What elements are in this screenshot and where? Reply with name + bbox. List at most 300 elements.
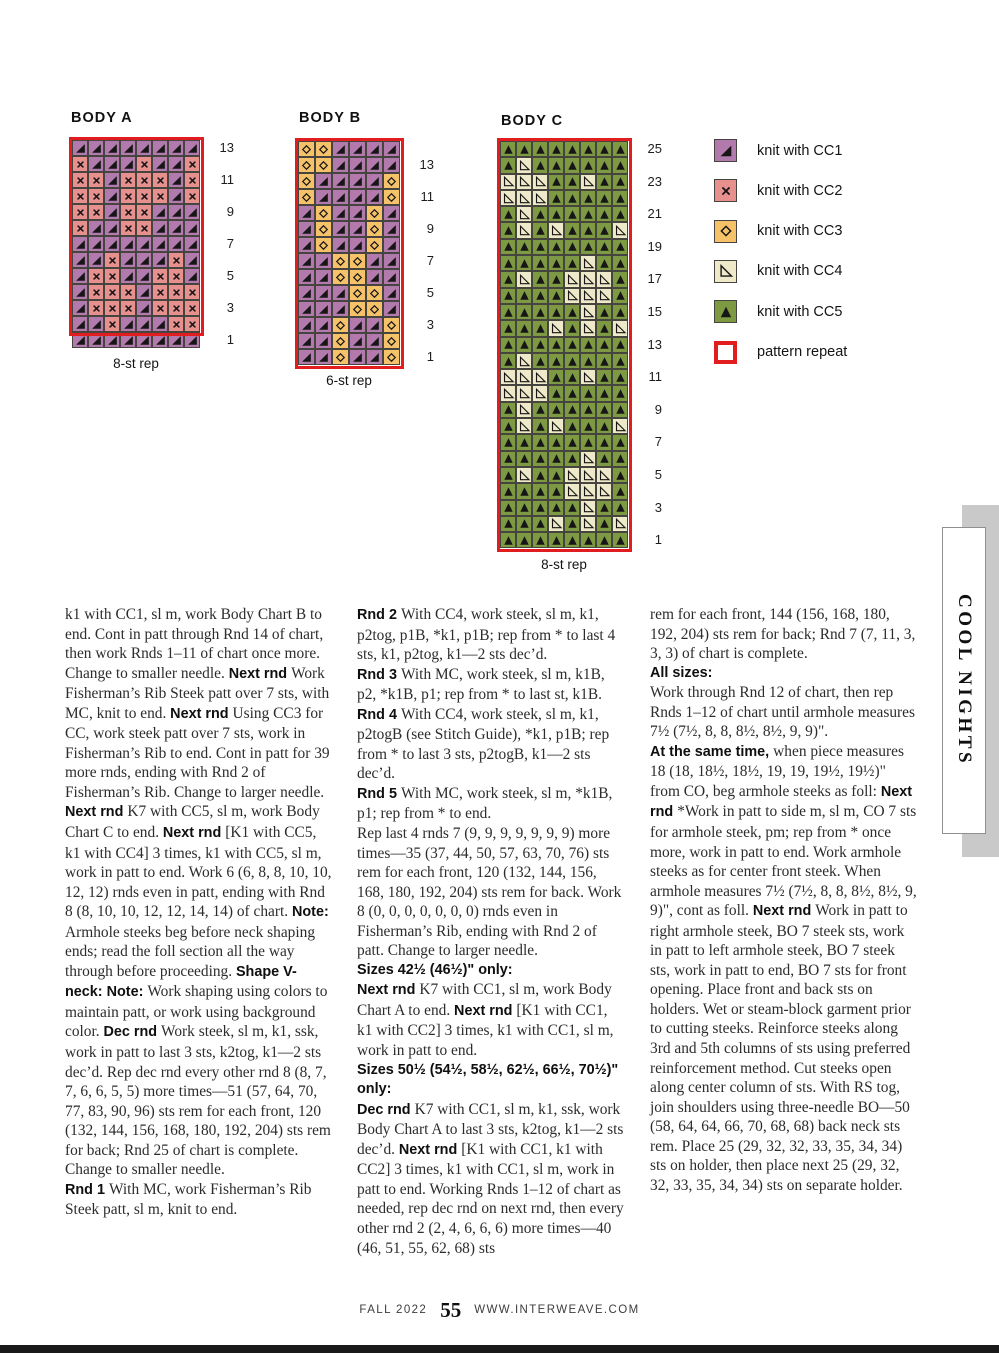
diamond-outline-icon xyxy=(334,271,347,284)
chart-cell xyxy=(152,252,168,268)
tri-fill-br-icon xyxy=(138,238,151,251)
chart-cell xyxy=(500,304,516,320)
tri-outline-bl-icon xyxy=(502,371,515,384)
chart-cell xyxy=(152,268,168,284)
diamond-outline-icon xyxy=(334,335,347,348)
tri-fill-up-icon xyxy=(550,289,563,302)
chart-cell xyxy=(532,320,548,336)
chart-cell xyxy=(580,516,596,532)
inline-bold-label: Next rnd xyxy=(398,1141,462,1158)
tri-fill-up-icon xyxy=(614,306,627,319)
x-mark-icon xyxy=(138,174,151,187)
tri-fill-br-icon xyxy=(385,271,398,284)
tri-fill-br-icon xyxy=(122,158,135,171)
chart-cell xyxy=(136,236,152,252)
chart-cell xyxy=(596,304,612,320)
diamond-outline-icon xyxy=(385,191,398,204)
tri-fill-up-icon xyxy=(502,240,515,253)
tri-outline-bl-icon xyxy=(518,159,531,172)
diamond-outline-icon xyxy=(300,159,313,172)
chart-cell xyxy=(596,239,612,255)
chart-cell xyxy=(548,190,564,206)
tri-fill-up-icon xyxy=(502,322,515,335)
x-mark-icon xyxy=(170,302,183,315)
tri-fill-up-icon xyxy=(550,501,563,514)
x-mark-icon xyxy=(74,158,87,171)
tri-fill-br-icon xyxy=(368,271,381,284)
diamond-outline-icon xyxy=(317,239,330,252)
chart-cell xyxy=(500,451,516,467)
x-mark-icon xyxy=(186,174,199,187)
chart-cell xyxy=(580,353,596,369)
chart-cell xyxy=(383,349,400,365)
tri-outline-bl-icon xyxy=(518,420,531,433)
chart-cell xyxy=(532,304,548,320)
tri-outline-bl-icon xyxy=(502,175,515,188)
chart-cell xyxy=(315,285,332,301)
legend-label: knit with CC4 xyxy=(757,263,843,280)
tri-fill-up-icon xyxy=(598,224,611,237)
tri-fill-up-icon xyxy=(534,322,547,335)
chart-cell xyxy=(349,349,366,365)
tri-outline-bl-icon xyxy=(550,322,563,335)
chart-row-number: 7 xyxy=(426,253,434,268)
chart-cell xyxy=(349,173,366,189)
diamond-outline-icon xyxy=(385,335,398,348)
chart-cell xyxy=(532,532,548,548)
tri-fill-up-icon xyxy=(566,208,579,221)
tri-fill-up-icon xyxy=(502,289,515,302)
chart-cell xyxy=(500,483,516,499)
instruction-paragraph: At the same time, when piece measures 18 (18, 18½, 18½, 19, 19, 19½, 19½)" from CO, beg armhole steeks as foll: Next rnd *Work in patt to side m, sl m, CO 7 sts for armhole steek, pm; rep from * once more, work in patt to end. Work armhole steeks as for center front steek. When armhole measures 7½ (7½, 8, 8, 8½, 8½, 9, 9)", cont as foll. Next rnd Work in patt to right armhole steek, BO 7 steek sts, work in patt to left armhole steek, BO 7 steek sts, work in patt to end, BO 7 sts for front opening. Place front and back sts on holders. Wet or steam-block garment prior to cutting steeks. Reinforce steeks along 3rd and 5th columns of sts using preferred reinforcement method. Cut steeks open along center column of sts. With RS tog, join shoulders using three-needle BO—50 (58, 64, 64, 66, 70, 68, 68) back neck sts rem. Place 25 (29, 32, 32, 33, 35, 34, 34) sts on holder, then place next 25 (29, 32, 32, 33, 35, 34, 34) sts on separate holder. xyxy=(650,742,917,1194)
tri-fill-br-icon xyxy=(186,270,199,283)
chart-cell xyxy=(332,333,349,349)
chart-cell xyxy=(548,418,564,434)
tri-outline-bl-icon xyxy=(566,469,579,482)
chart-cell xyxy=(315,253,332,269)
tri-fill-up-icon xyxy=(566,175,579,188)
tri-fill-br-icon xyxy=(138,270,151,283)
chart-cell xyxy=(298,317,315,333)
chart-cell xyxy=(298,157,315,173)
tri-fill-br-icon xyxy=(122,238,135,251)
chart-cell xyxy=(532,288,548,304)
chart-cell xyxy=(596,532,612,548)
chart-cell xyxy=(596,369,612,385)
chart-cell xyxy=(532,222,548,238)
tri-fill-br-icon xyxy=(154,222,167,235)
chart-cell xyxy=(120,172,136,188)
chart-cell xyxy=(72,284,88,300)
chart-cell xyxy=(532,271,548,287)
chart-cell xyxy=(596,255,612,271)
chart-cell xyxy=(104,316,120,332)
chart-cell xyxy=(580,369,596,385)
chart-cell xyxy=(88,188,104,204)
tri-fill-br-icon xyxy=(138,334,151,347)
chart-cell xyxy=(516,157,532,173)
tri-fill-br-icon xyxy=(368,255,381,268)
chart-cell xyxy=(136,172,152,188)
chart-cell xyxy=(383,189,400,205)
chart-cell xyxy=(184,252,200,268)
tri-outline-bl-icon xyxy=(534,387,547,400)
chart-cell xyxy=(500,434,516,450)
tri-fill-up-icon xyxy=(566,387,579,400)
chart-cell xyxy=(500,222,516,238)
chart-cell xyxy=(564,353,580,369)
chart-cell xyxy=(168,220,184,236)
tri-fill-br-icon xyxy=(154,238,167,251)
tri-fill-up-icon xyxy=(582,534,595,547)
chart-cell xyxy=(152,220,168,236)
tri-fill-up-icon xyxy=(566,192,579,205)
tri-fill-up-icon xyxy=(598,306,611,319)
chart-cell xyxy=(366,253,383,269)
chart-cell xyxy=(298,237,315,253)
x-mark-icon xyxy=(90,174,103,187)
diamond-outline-icon xyxy=(718,223,734,239)
tri-fill-br-icon xyxy=(317,287,330,300)
chart-cell xyxy=(366,349,383,365)
tri-outline-bl-icon xyxy=(566,289,579,302)
chart-cell xyxy=(548,353,564,369)
diamond-outline-icon xyxy=(334,319,347,332)
tri-fill-br-icon xyxy=(106,334,119,347)
chart-cell xyxy=(532,190,548,206)
chart-cell xyxy=(168,252,184,268)
chart-cell xyxy=(564,483,580,499)
chart-cell xyxy=(548,532,564,548)
tri-fill-br-icon xyxy=(300,255,313,268)
tri-fill-up-icon xyxy=(502,159,515,172)
chart-cell xyxy=(72,332,88,348)
tri-fill-up-icon xyxy=(534,517,547,530)
x-mark-icon xyxy=(74,222,87,235)
chart-cell xyxy=(349,333,366,349)
chart-cell xyxy=(612,418,628,434)
diamond-outline-icon xyxy=(385,175,398,188)
x-mark-icon xyxy=(122,206,135,219)
chart-cell xyxy=(88,300,104,316)
chart-cell xyxy=(184,204,200,220)
chart-cell xyxy=(349,269,366,285)
chart-cell xyxy=(548,434,564,450)
tri-fill-up-icon xyxy=(502,224,515,237)
x-mark-icon xyxy=(90,302,103,315)
tri-fill-br-icon xyxy=(74,270,87,283)
tri-fill-up-icon xyxy=(534,403,547,416)
tri-fill-br-icon xyxy=(106,238,119,251)
x-mark-icon xyxy=(90,286,103,299)
tri-fill-up-icon xyxy=(502,355,515,368)
legend-swatch xyxy=(714,260,737,283)
tri-fill-up-icon xyxy=(566,420,579,433)
chart-cell xyxy=(612,451,628,467)
tri-outline-bl-icon xyxy=(582,322,595,335)
tri-fill-up-icon xyxy=(502,257,515,270)
chart-cell xyxy=(612,434,628,450)
tri-fill-br-icon xyxy=(154,254,167,267)
x-mark-icon xyxy=(186,302,199,315)
chart-cell xyxy=(298,285,315,301)
tri-outline-bl-icon xyxy=(614,420,627,433)
inline-bold-label: Rnd 1 xyxy=(65,1181,109,1198)
chart-cell xyxy=(72,204,88,220)
chart-cell xyxy=(500,402,516,418)
x-mark-icon xyxy=(170,270,183,283)
tri-fill-up-icon xyxy=(518,501,531,514)
legend-label: pattern repeat xyxy=(757,344,848,360)
tri-fill-br-icon xyxy=(154,318,167,331)
tri-outline-bl-icon xyxy=(534,371,547,384)
chart-cell xyxy=(580,320,596,336)
chart-cell xyxy=(366,317,383,333)
tri-fill-up-icon xyxy=(598,420,611,433)
tri-fill-up-icon xyxy=(598,387,611,400)
tri-fill-br-icon xyxy=(385,207,398,220)
tri-fill-up-icon xyxy=(550,257,563,270)
inline-bold-label: Next rnd xyxy=(170,705,233,722)
chart-cell xyxy=(136,252,152,268)
instruction-paragraph: Rnd 2 With CC4, work steek, sl m, k1, p2tog, p1B, *k1, p1B; rep from * to last 4 sts, k1, p2tog, k1—2 sts dec’d. xyxy=(357,606,616,664)
chart-cell xyxy=(366,141,383,157)
tri-fill-br-icon xyxy=(317,175,330,188)
tri-fill-up-icon xyxy=(534,355,547,368)
chart-cell xyxy=(564,418,580,434)
chart-cell xyxy=(596,434,612,450)
chart-cell xyxy=(88,140,104,156)
tri-fill-up-icon xyxy=(614,289,627,302)
chart-cell xyxy=(88,156,104,172)
inline-bold-label: Rnd 2 xyxy=(357,607,401,623)
chart-row-number: 1 xyxy=(654,532,662,548)
tri-fill-up-icon xyxy=(550,469,563,482)
tri-fill-up-icon xyxy=(614,143,627,156)
chart-cell xyxy=(580,141,596,157)
tri-fill-up-icon xyxy=(582,208,595,221)
legend-label: knit with CC5 xyxy=(757,303,843,320)
tri-fill-br-icon xyxy=(106,190,119,203)
tri-fill-up-icon xyxy=(566,371,579,384)
tri-fill-up-icon xyxy=(582,420,595,433)
tri-fill-br-icon xyxy=(138,254,151,267)
legend-swatch xyxy=(714,139,737,162)
tri-outline-bl-icon xyxy=(502,192,515,205)
x-mark-icon xyxy=(122,190,135,203)
chart-cell xyxy=(332,157,349,173)
chart-cell xyxy=(564,385,580,401)
diamond-outline-icon xyxy=(368,223,381,236)
chart-cell xyxy=(136,156,152,172)
tri-fill-br-icon xyxy=(351,191,364,204)
inline-bold-label: Next rnd xyxy=(162,825,226,842)
chart-cell xyxy=(548,174,564,190)
tri-outline-bl-icon xyxy=(534,175,547,188)
tri-fill-up-icon xyxy=(502,420,515,433)
chart-cell xyxy=(580,337,596,353)
tri-fill-up-icon xyxy=(582,143,595,156)
chart-cell xyxy=(184,172,200,188)
chart-cell xyxy=(88,268,104,284)
tri-fill-up-icon xyxy=(518,338,531,351)
chart-cell xyxy=(332,253,349,269)
chart-cell xyxy=(500,500,516,516)
chart-cell xyxy=(580,418,596,434)
legend-item xyxy=(714,220,842,243)
chart-cell xyxy=(332,349,349,365)
chart-cell xyxy=(120,220,136,236)
chart-cell xyxy=(349,157,366,173)
size-heading: Sizes 42½ (46½)" only: xyxy=(357,961,513,978)
chart-cell xyxy=(349,189,366,205)
tri-fill-br-icon xyxy=(334,191,347,204)
tri-fill-up-icon xyxy=(518,517,531,530)
x-mark-icon xyxy=(106,302,119,315)
chart-cell xyxy=(532,353,548,369)
chart-cell xyxy=(548,451,564,467)
tri-fill-up-icon xyxy=(502,517,515,530)
tri-fill-br-icon xyxy=(170,142,183,155)
tri-fill-br-icon xyxy=(170,190,183,203)
chart-cell xyxy=(152,316,168,332)
tri-fill-up-icon xyxy=(566,534,579,547)
tri-fill-up-icon xyxy=(566,501,579,514)
chart-cell xyxy=(136,284,152,300)
chart-cell xyxy=(564,141,580,157)
tri-fill-up-icon xyxy=(582,338,595,351)
chart-cell xyxy=(383,301,400,317)
instruction-paragraph: Work through Rnd 12 of chart, then rep Rnds 1–12 of chart until armhole measures 7½ (7½, 8, 8, 8½, 8½, 9, 9)". xyxy=(650,684,915,741)
chart-cell xyxy=(184,300,200,316)
chart-cell xyxy=(383,205,400,221)
tri-fill-br-icon xyxy=(138,142,151,155)
x-mark-icon xyxy=(74,206,87,219)
tri-fill-up-icon xyxy=(598,192,611,205)
chart-cell xyxy=(315,173,332,189)
tri-fill-up-icon xyxy=(550,355,563,368)
tri-fill-up-icon xyxy=(566,224,579,237)
chart-cell xyxy=(612,337,628,353)
tri-fill-up-icon xyxy=(502,273,515,286)
chart-cell xyxy=(332,269,349,285)
tri-fill-br-icon xyxy=(186,142,199,155)
diamond-outline-icon xyxy=(385,351,398,364)
x-mark-icon xyxy=(170,254,183,267)
diamond-outline-icon xyxy=(351,255,364,268)
diamond-outline-icon xyxy=(368,239,381,252)
tri-fill-br-icon xyxy=(351,159,364,172)
tri-outline-bl-icon xyxy=(566,485,579,498)
legend-item xyxy=(714,139,842,162)
inline-bold-label: Next rnd xyxy=(357,982,420,999)
chart-cell xyxy=(612,304,628,320)
chart-cell xyxy=(152,188,168,204)
tri-fill-br-icon xyxy=(718,143,734,159)
diamond-outline-icon xyxy=(317,143,330,156)
chart-row-number: 15 xyxy=(647,304,662,319)
tri-fill-up-icon xyxy=(502,306,515,319)
diamond-outline-icon xyxy=(351,271,364,284)
chart-cell xyxy=(184,140,200,156)
inline-bold-label: At the same time, xyxy=(650,743,774,760)
chart-row-number: 23 xyxy=(647,173,662,189)
tri-fill-br-icon xyxy=(351,239,364,252)
chart-cell xyxy=(612,288,628,304)
tri-fill-br-icon xyxy=(74,142,87,155)
text-column-2 xyxy=(357,605,625,1258)
chart-cell xyxy=(516,483,532,499)
chart-cell xyxy=(612,239,628,255)
tri-fill-br-icon xyxy=(368,351,381,364)
chart-cell xyxy=(88,332,104,348)
chart-cell xyxy=(349,317,366,333)
chart-cell xyxy=(612,467,628,483)
tri-fill-up-icon xyxy=(502,501,515,514)
x-mark-icon xyxy=(718,183,734,199)
tri-fill-up-icon xyxy=(550,387,563,400)
chart-cell xyxy=(596,337,612,353)
chart-row-number: 7 xyxy=(226,236,234,251)
legend-item xyxy=(714,300,842,323)
tri-fill-up-icon xyxy=(598,355,611,368)
legend-label: knit with CC3 xyxy=(757,223,843,240)
tri-fill-up-icon xyxy=(598,436,611,449)
x-mark-icon xyxy=(90,270,103,283)
chart-cell xyxy=(88,316,104,332)
tri-fill-br-icon xyxy=(385,255,398,268)
chart-cell xyxy=(104,236,120,252)
tri-outline-bl-icon xyxy=(582,306,595,319)
diamond-outline-icon xyxy=(385,319,398,332)
chart-cell xyxy=(612,500,628,516)
tri-fill-br-icon xyxy=(154,158,167,171)
diamond-outline-icon xyxy=(300,143,313,156)
chart-cell xyxy=(88,220,104,236)
chart-cell xyxy=(72,252,88,268)
tri-outline-bl-icon xyxy=(582,273,595,286)
chart-row-number: 3 xyxy=(426,317,434,332)
inline-bold-label: Dec rnd xyxy=(103,1024,162,1041)
chart-cell xyxy=(104,300,120,316)
tri-fill-up-icon xyxy=(614,159,627,172)
chart-cell xyxy=(88,204,104,220)
tri-fill-up-icon xyxy=(566,322,579,335)
tri-fill-up-icon xyxy=(598,240,611,253)
inline-bold-label: Rnd 4 xyxy=(357,706,401,723)
tri-fill-br-icon xyxy=(154,206,167,219)
chart-cell xyxy=(120,300,136,316)
chart-cell xyxy=(72,236,88,252)
chart-cell xyxy=(152,300,168,316)
tri-fill-up-icon xyxy=(614,387,627,400)
tri-outline-bl-icon xyxy=(518,175,531,188)
tri-fill-br-icon xyxy=(334,143,347,156)
chart-cell xyxy=(332,285,349,301)
colorwork-chart-body-b xyxy=(298,141,400,365)
tri-fill-br-icon xyxy=(106,142,119,155)
chart-cell xyxy=(120,204,136,220)
chart-cell xyxy=(596,353,612,369)
tri-fill-up-icon xyxy=(614,355,627,368)
chart-cell xyxy=(596,222,612,238)
tri-fill-br-icon xyxy=(90,334,103,347)
page-footer xyxy=(0,1294,999,1326)
tri-fill-up-icon xyxy=(550,159,563,172)
chart-cell xyxy=(500,157,516,173)
tri-outline-bl-icon xyxy=(582,485,595,498)
tri-fill-up-icon xyxy=(566,355,579,368)
